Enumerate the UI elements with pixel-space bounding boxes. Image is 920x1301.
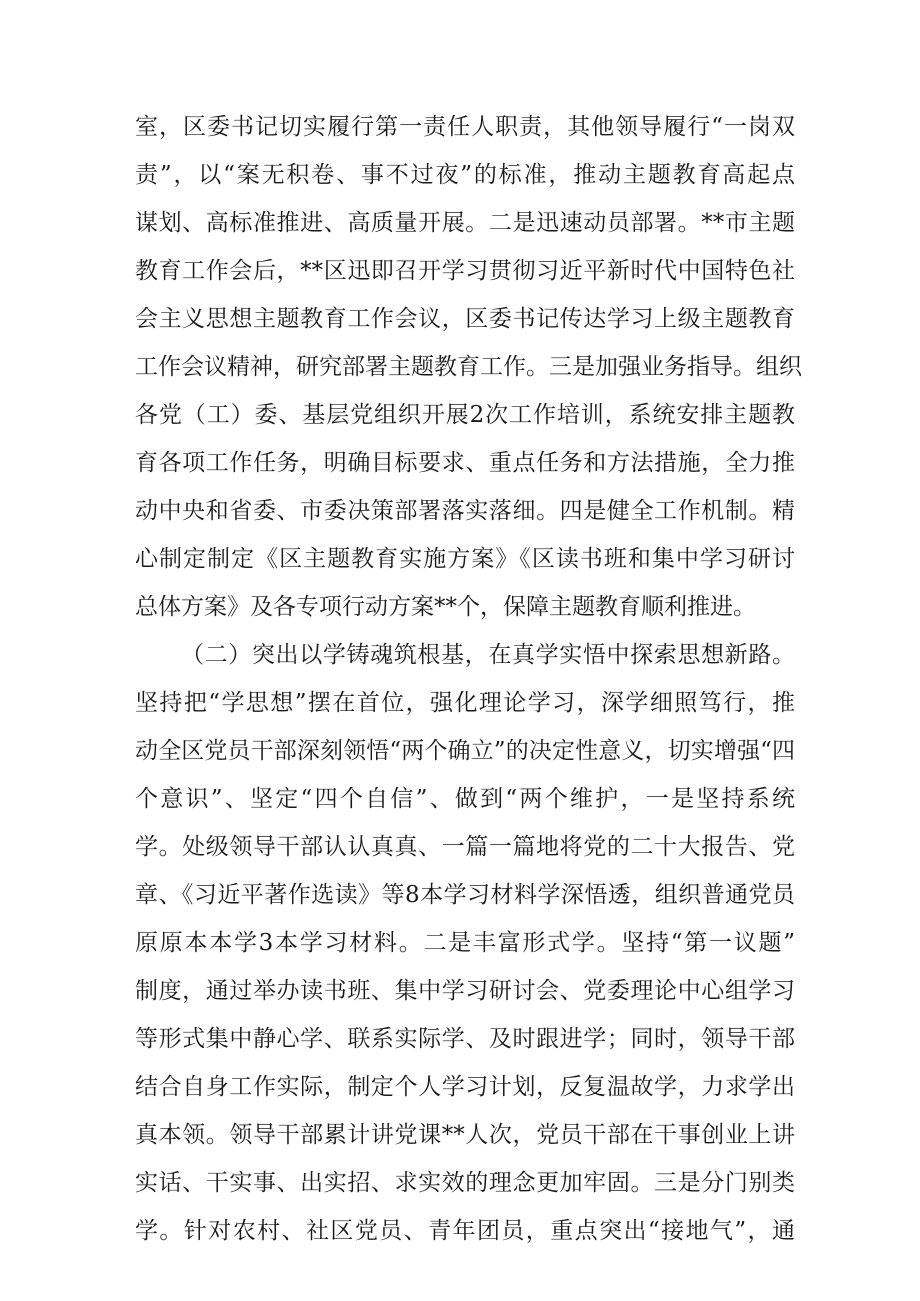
- text-line: 工作会议精神，研究部署主题教育工作。三是加强业务指导。组织: [135, 354, 802, 380]
- text-line: 学。处级领导干部认认真真、一篇一篇地将党的二十大报告、党: [135, 834, 795, 860]
- text-line: 谋划、高标准推进、高质量开展。二是迅速动员部署。**市主题: [135, 210, 795, 236]
- text-line: 育各项工作任务，明确目标要求、重点任务和方法措施，全力推: [135, 450, 795, 476]
- text-line: 教育工作会后，**区迅即召开学习贯彻习近平新时代中国特色社: [135, 258, 795, 284]
- text-line: 总体方案》及各专项行动方案**个，保障主题教育顺利推进。: [135, 594, 756, 620]
- text-line: 动中央和省委、市委决策部署落实落细。四是健全工作机制。精: [135, 498, 795, 524]
- text-line: 实话、干实事、出实招、求实效的理念更加牢固。三是分门别类: [135, 1170, 795, 1196]
- text-line: 学。针对农村、社区党员、青年团员，重点突出“接地气”，通: [135, 1218, 795, 1244]
- text-line: 个意识”、坚定“四个自信”、做到“两个维护，一是坚持系统: [135, 786, 795, 812]
- text-line: 原原本本学3本学习材料。二是丰富形式学。坚持“第一议题”: [135, 930, 795, 956]
- text-line: 结合自身工作实际，制定个人学习计划，反复温故学，力求学出: [135, 1074, 795, 1100]
- text-line: 章、《习近平著作选读》等8本学习材料学深悟透，组织普通党员: [135, 882, 795, 908]
- text-line: 制度，通过举办读书班、集中学习研讨会、党委理论中心组学习: [135, 978, 795, 1004]
- text-line: 室，区委书记切实履行第一责任人职责，其他领导履行“一岗双: [135, 114, 795, 140]
- text-line: 会主义思想主题教育工作会议，区委书记传达学习上级主题教育: [135, 306, 795, 332]
- text-line: 各党（工）委、基层党组织开展2次工作培训，系统安排主题教: [135, 402, 795, 428]
- text-line: 责”，以“案无积卷、事不过夜”的标准，推动主题教育高起点: [135, 162, 795, 188]
- section-heading: （二）突出以学铸魂筑根基，在真学实悟中探索思想新路。: [181, 642, 795, 668]
- text-line: 坚持把“学思想”摆在首位，强化理论学习，深学细照笃行，推: [135, 690, 795, 716]
- text-line: 心制定制定《区主题教育实施方案》《区读书班和集中学习研讨: [135, 546, 795, 572]
- text-line: 等形式集中静心学、联系实际学、及时跟进学；同时，领导干部: [135, 1026, 795, 1052]
- text-line: 动全区党员干部深刻领悟“两个确立”的决定性意义，切实增强“四: [135, 738, 795, 764]
- text-line: 真本领。领导干部累计讲党课**人次，党员干部在干事创业上讲: [135, 1122, 795, 1148]
